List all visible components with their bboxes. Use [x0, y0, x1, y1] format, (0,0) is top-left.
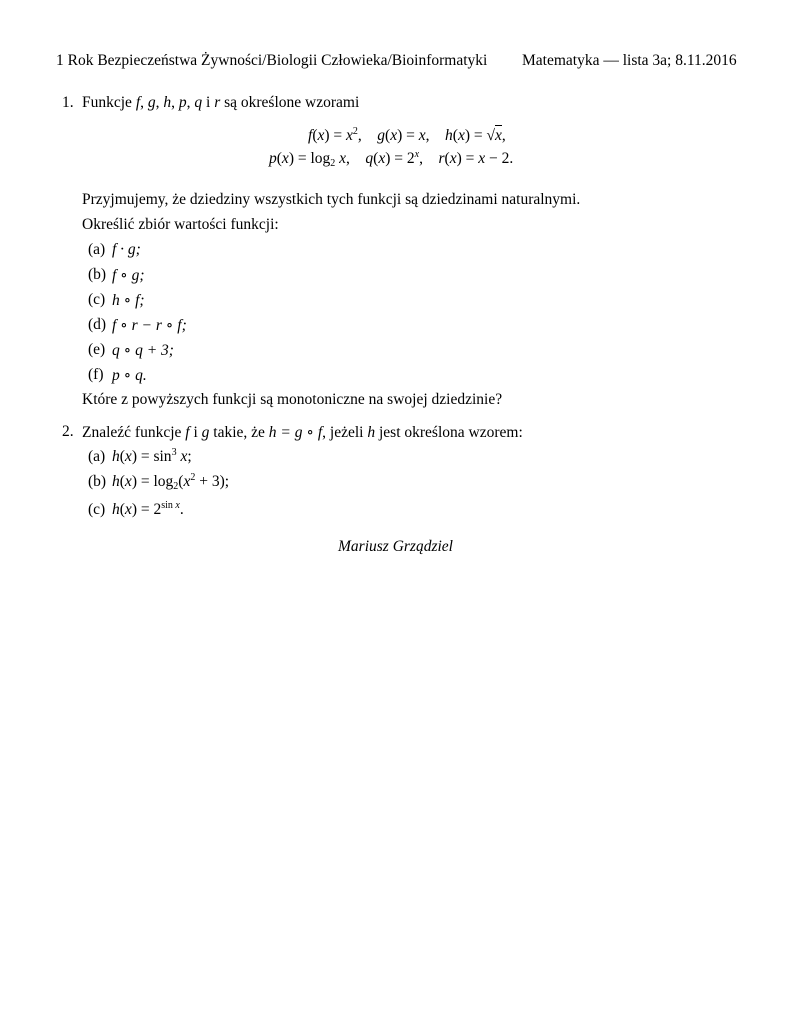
formula-line-1: $f(x) = x^2$, g(x) = x, h(x) = √x,	[308, 126, 506, 144]
task2-item-b-expr: $h(x) = \log_2(x^2 + 3)$;	[112, 472, 230, 492]
task2-intro: Znaleźć funkcje f i g takie, że h = g ∘ f, jeżeli h jest określona wzorem:	[82, 424, 523, 441]
header-title-date: Matematyka — lista 3a; 8.11.2016	[522, 52, 737, 69]
task2-item-c-label: (c)	[88, 501, 106, 518]
task1-number: 1.	[62, 94, 74, 111]
task1-note-range: Określić zbiór wartości funkcji:	[82, 216, 279, 233]
task2-item-a-expr: $h(x) = \sin^3 x$;	[112, 447, 192, 465]
task1-item-a-label: (a)	[88, 241, 106, 258]
task1-item-f-label: (f)	[88, 366, 104, 383]
author-name: Mariusz Grządziel	[338, 538, 453, 555]
task1-item-f-expr: p ∘ q.	[112, 367, 147, 384]
task2-item-c-expr: $h(x) = 2^{sin x}$.	[112, 500, 184, 518]
task1-question: Które z powyższych funkcji są monotoniczne na swojej dziedzinie?	[82, 391, 503, 408]
task1-item-a-expr: f · g;	[112, 241, 141, 258]
task1-item-c-expr: h ∘ f;	[112, 292, 145, 309]
task1-item-b-label: (b)	[88, 266, 107, 283]
task1-item-e-label: (e)	[88, 341, 106, 358]
task1-item-d-label: (d)	[88, 316, 107, 333]
task1-item-e-expr: q ∘ q + 3;	[112, 342, 174, 359]
task1-item-b-expr: f ∘ g;	[112, 267, 145, 284]
task2-item-a-label: (a)	[88, 448, 106, 465]
task2-number: 2.	[62, 423, 74, 440]
task2-item-b-label: (b)	[88, 473, 107, 490]
task1-item-d-expr: f ∘ r − r ∘ f;	[112, 317, 187, 334]
task1-note-domains: Przyjmujemy, że dziedziny wszystkich tych funkcji są dziedzinami naturalnymi.	[82, 191, 581, 208]
task1-intro: Funkcje f, g, h, p, q i r są określone wzorami	[82, 94, 360, 111]
task1-item-c-label: (c)	[88, 291, 106, 308]
header-course: 1 Rok Bezpieczeństwa Żywności/Biologii Człowieka/Bioinformatyki	[56, 52, 488, 69]
formula-line-2: $p(x) = \log_2 x$, $q(x) = 2^x$, r(x) = x − 2.	[269, 149, 514, 169]
